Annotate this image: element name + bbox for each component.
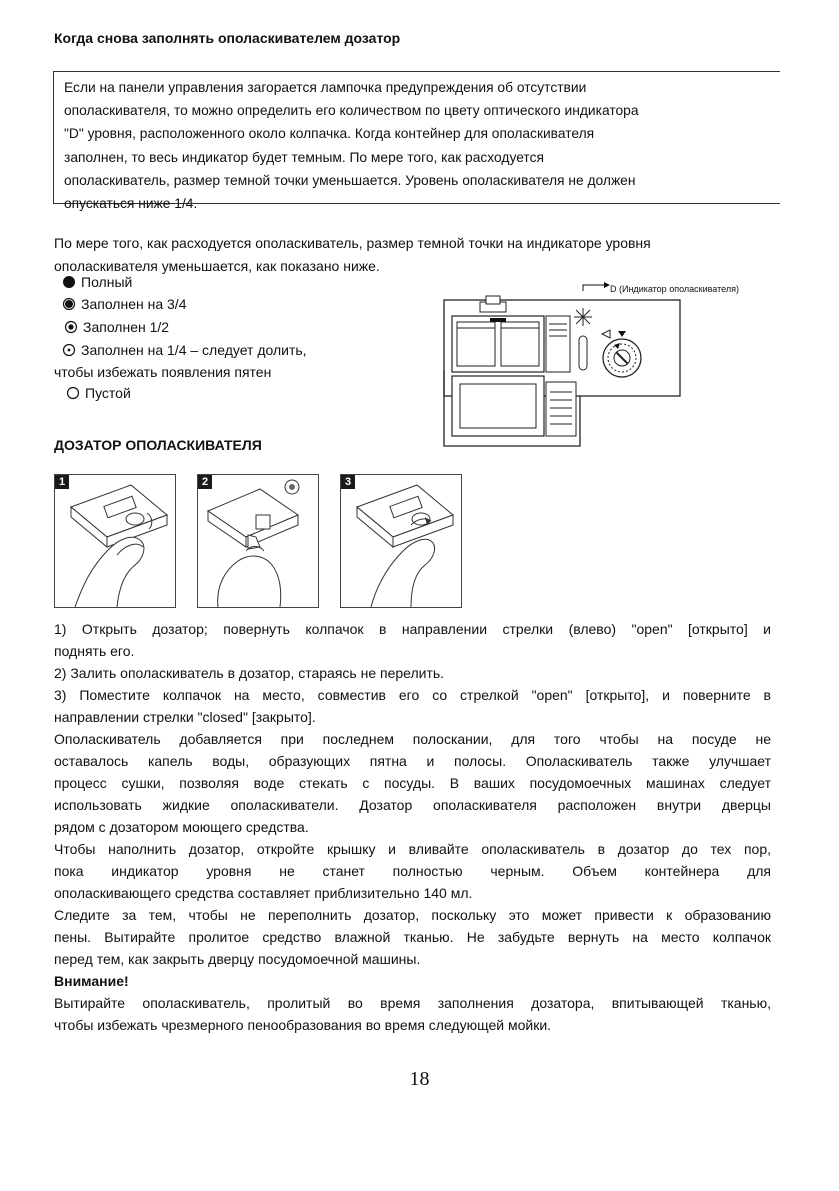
text-line: ополаскивающего средства составляет приблизительно 140 мл. xyxy=(54,885,473,901)
level-full xyxy=(62,274,132,290)
level-quarter xyxy=(62,342,307,358)
heading-dispenser: ДОЗАТОР ОПОЛАСКИВАТЕЛЯ xyxy=(54,437,262,453)
text-line: процесс сушки, позволяя воде стекать с посуды. В ваших посудомоечных машинах следует xyxy=(54,775,771,791)
level-quarter-note xyxy=(54,364,271,380)
quarter-indicator-icon xyxy=(62,343,76,357)
text-line: 3) Поместите колпачок на место, совместив его со стрелкой "open" [открыто], и поверните в xyxy=(54,687,771,703)
instructions-text xyxy=(54,618,771,1036)
text-line: пока индикатор уровня не станет полностью черным. Объем контейнера для xyxy=(54,863,771,879)
heading-refill: Когда снова заполнять ополаскивателем дозатор xyxy=(54,30,401,46)
text-line: оставалось капель воды, образующих пятна и полосы. Ополаскиватель также улучшает xyxy=(54,753,771,769)
level-half xyxy=(64,319,169,335)
text-line: Чтобы наполнить дозатор, откройте крышку и вливайте ополаскиватель в дозатор до тех пор, xyxy=(54,841,771,857)
half-indicator-icon xyxy=(64,320,78,334)
text-line: Вытирайте ополаскиватель, пролитый во время заполнения дозатора, впитывающей тканью, xyxy=(54,995,771,1011)
text-line: чтобы избежать чрезмерного пенообразования во время следующей мойки. xyxy=(54,1017,552,1033)
level-label: Полный xyxy=(81,274,133,290)
intro-line: ополаскивателя уменьшается, как показано ниже. xyxy=(54,257,380,274)
level-label: Заполнен на 1/4 – следует долить, xyxy=(81,342,307,358)
text-line: 1) Открыть дозатор; повернуть колпачок в направлении стрелки (влево) "open" [открыто] и xyxy=(54,621,771,637)
three-quarter-indicator-icon xyxy=(62,297,76,311)
level-label: Заполнен на 3/4 xyxy=(81,296,187,312)
empty-indicator-icon xyxy=(66,386,80,400)
level-empty xyxy=(66,385,131,401)
text-line: Следите за тем, чтобы не переполнить дозатор, поскольку это может привести к образованию xyxy=(54,907,771,923)
note-line: Если на панели управления загорается лампочка предупреждения об отсутствии xyxy=(64,80,587,95)
text-line: Ополаскиватель добавляется при последнем полоскании, для того чтобы на посуде не xyxy=(54,731,771,747)
intro-text xyxy=(54,232,651,277)
text-line: 2) Залить ополаскиватель в дозатор, стараясь не перелить. xyxy=(54,665,445,681)
step-1-illustration xyxy=(54,474,176,608)
note-line: ополаскиватель, размер темной точки уменьшается. Уровень ополаскивателя не должен xyxy=(64,172,636,188)
page-number: 18 xyxy=(409,1068,430,1090)
text-line: перед тем, как закрыть дверцу посудомоечной машины. xyxy=(54,951,421,967)
level-label: чтобы избежать появления пятен xyxy=(54,364,272,380)
pour-rinse-aid-illustration xyxy=(198,475,318,607)
step-2-illustration xyxy=(197,474,319,608)
level-label: Заполнен 1/2 xyxy=(83,319,170,335)
text-line: рядом с дозатором моющего средства. xyxy=(54,819,309,835)
dispenser-panel-diagram xyxy=(440,278,685,448)
indicator-caption: D (Индикатор ополаскивателя) xyxy=(610,284,739,294)
text-line: использовать жидкие ополаскиватели. Дозатор ополаскивателя расположен внутри дверцы xyxy=(54,797,771,813)
note-line: заполнен, то весь индикатор будет темным. По мере того, как расходуется xyxy=(64,149,544,165)
text-line: поднять его. xyxy=(54,643,135,659)
text-line: пены. Вытирайте пролитое средство влажной тканью. Не забудьте вернуть на место колпачок xyxy=(54,929,771,945)
full-indicator-icon xyxy=(62,275,76,289)
open-cap-illustration xyxy=(55,475,175,607)
text-line: направлении стрелки "closed" [закрыто]. xyxy=(54,709,316,725)
step-number: 2 xyxy=(198,475,212,489)
note-text xyxy=(64,76,774,215)
step-number: 1 xyxy=(55,475,69,489)
step-3-illustration xyxy=(340,474,462,608)
step-number: 3 xyxy=(341,475,355,489)
intro-line: По мере того, как расходуется ополаскиватель, размер темной точки на индикаторе уровня xyxy=(54,235,651,251)
close-cap-illustration xyxy=(341,475,461,607)
level-three-quarter xyxy=(62,296,186,312)
warning-title: Внимание! xyxy=(54,973,129,989)
note-line: "D" уровня, расположенного около колпачка. Когда контейнер для ополаскивателя xyxy=(64,126,595,142)
level-label: Пустой xyxy=(85,385,131,401)
note-line: ополаскивателя, то можно определить его количеством по цвету оптического индикатора xyxy=(64,103,639,119)
note-line: опускаться ниже 1/4. xyxy=(64,196,198,212)
